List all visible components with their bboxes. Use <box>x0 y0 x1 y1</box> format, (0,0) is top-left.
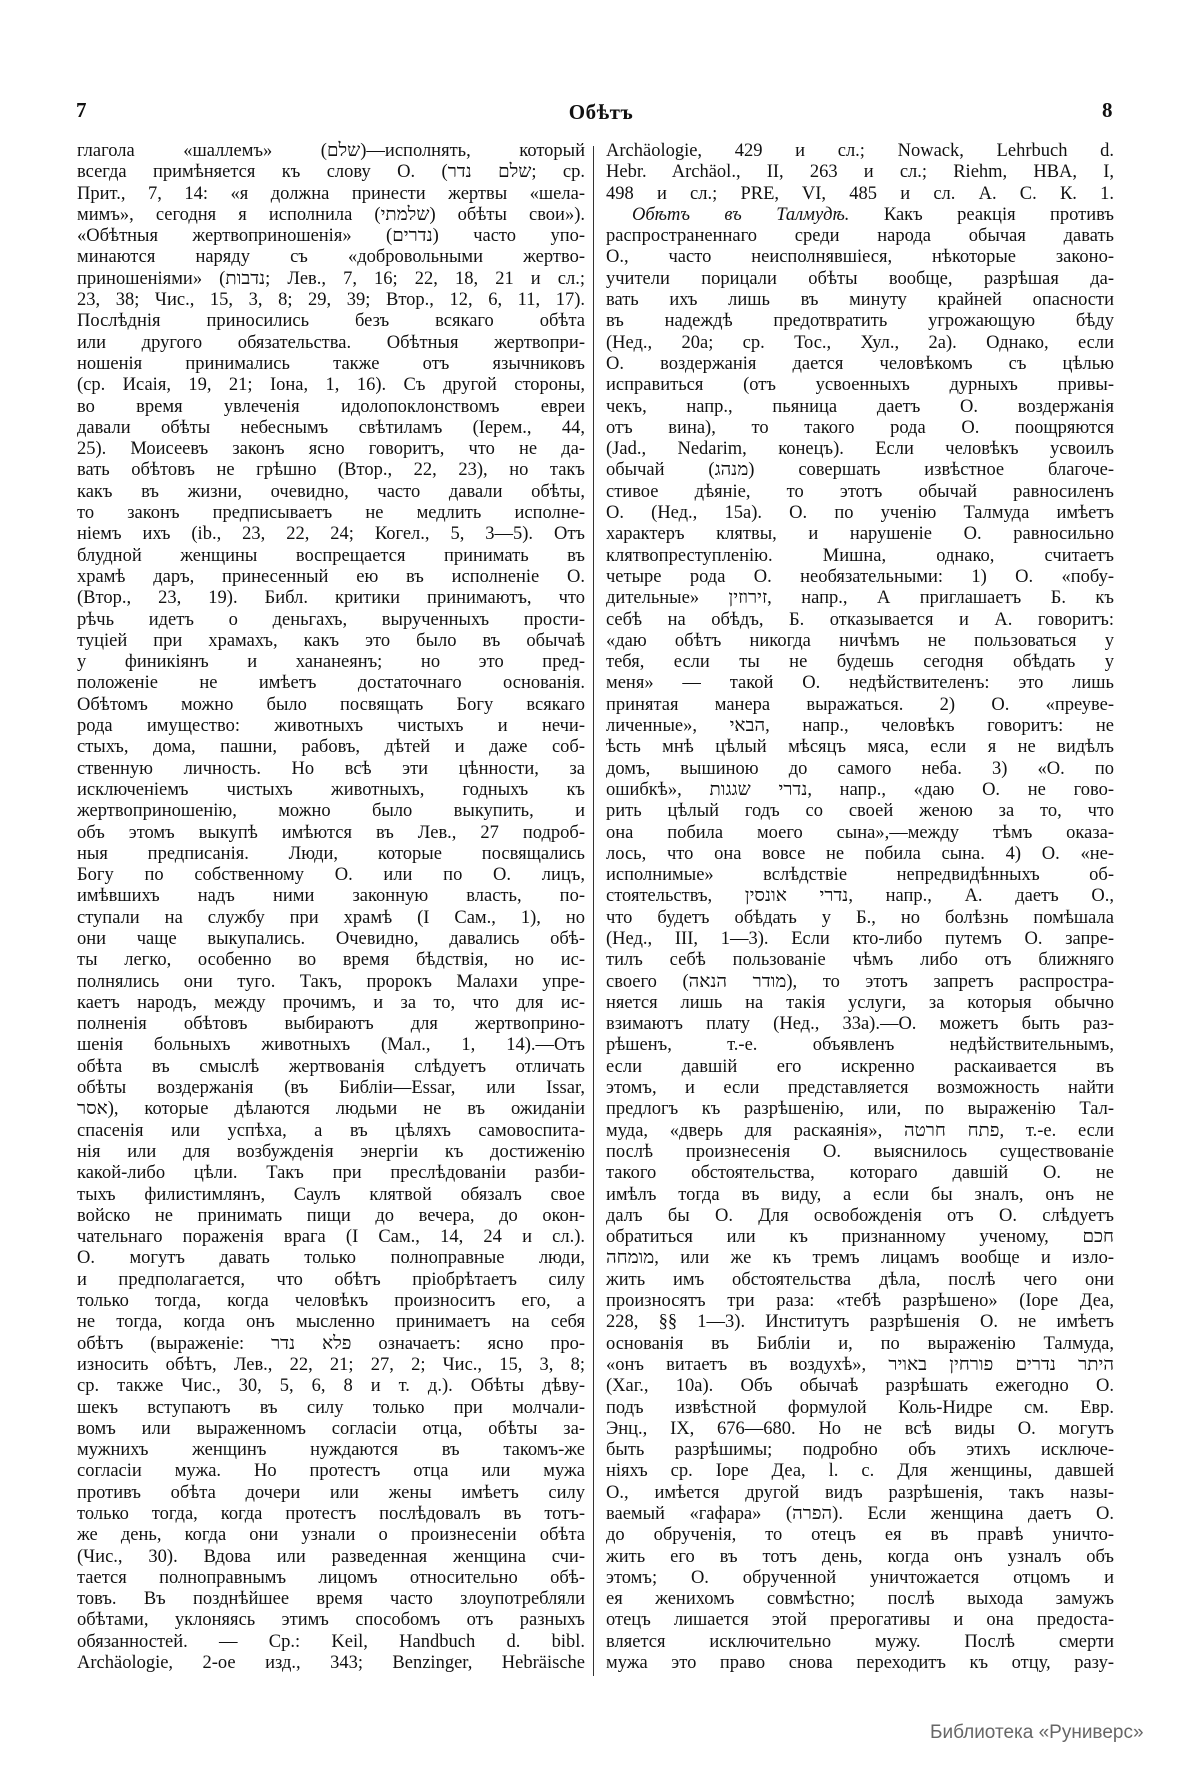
text-line <box>606 205 1114 226</box>
text-line: клятвопреступленію. Мишна, однако, считаетъ <box>606 545 1114 566</box>
text-line: во время увлеченія идолопоклонствомъ евреи <box>77 396 585 417</box>
text-line: אסר), которые дѣлаются людьми не въ ожиданіи <box>77 1099 585 1120</box>
text-line: товъ. Въ позднѣйшее время часто злоупотребляли <box>77 1589 585 1610</box>
text-line: мимъ», сегодня я исполнила (שלמתי) обѣты свои»). <box>77 204 585 225</box>
text-line: какъ въ жизни, очевидно, часто давали обѣты, <box>77 481 585 502</box>
text-line: всегда примѣняется къ слову О. (שלם נדר; ср. <box>77 162 585 183</box>
text-line: мужнихъ женщинъ нуждаются въ такомъ-же <box>77 1440 585 1461</box>
text-line: Энц., IX, 676—680. Но не всѣ виды О. могутъ <box>606 1418 1114 1439</box>
text-line: стивое дѣяніе, то этотъ обычай равносиленъ <box>606 481 1114 502</box>
text-line: если давшій его искренно раскаивается въ <box>606 1056 1114 1077</box>
text-line: войско не принимать пищи до вечера, до окон- <box>77 1205 585 1226</box>
text-line: произносятъ три раза: «тебѣ разрѣшено» (Іоре Деа, <box>606 1291 1114 1312</box>
text-line: ты легко, особенно во время бѣдствія, но ис- <box>77 950 585 971</box>
text-line: полнялись они туго. Такъ, пророкъ Малахи упре- <box>77 971 585 992</box>
text-line: отецъ лишается этой прерогативы и она предоста- <box>606 1610 1114 1631</box>
running-title: Обѣтъ <box>568 100 634 124</box>
text-line: обѣтами, уклоняясь этимъ способомъ отъ разныхъ <box>77 1610 585 1631</box>
text-line: полненія обѣтовъ выбираютъ для жертвоприно- <box>77 1014 585 1035</box>
text-line: личенные», הבאי, напр., человѣкъ говоритъ: не <box>606 716 1115 737</box>
text-line: себѣ на обѣдъ, Б. отказывается и А. говоритъ: <box>606 609 1114 630</box>
text-line: жить имъ обстоятельства дѣла, послѣ чего они <box>606 1269 1114 1290</box>
text-line: (Нед., III, 1—3). Если кто-либо путемъ О. запре- <box>606 928 1114 949</box>
text-line: обѣта въ смыслѣ жертвованія слѣдуетъ отличать <box>77 1056 585 1077</box>
section-heading: Обѣтъ въ Талмудѣ. <box>632 204 850 225</box>
text-line: спасенія или успѣха, а въ цѣляхъ самовоспита- <box>77 1120 585 1141</box>
text-line: и предполагается, что обѣтъ пріобрѣтаетъ силу <box>77 1269 585 1290</box>
text-line: ея женихомъ совмѣстно; послѣ выхода замужъ <box>606 1589 1114 1610</box>
text-line: ср. также Чис., 30, 5, 6, 8 и т. д.). Обѣты дѣву- <box>77 1376 585 1397</box>
text-line: далъ бы О. Для освобожденія отъ О. слѣдуетъ <box>606 1205 1114 1226</box>
text-line: мужа это право снова переходитъ къ отцу, разу- <box>606 1653 1114 1674</box>
text-line: муда, «дверь для раскаянія», פתח חרטה, т.-е. если <box>606 1120 1114 1141</box>
text-line: (Нед., 20а; ср. Тос., Хул., 2а). Однако, если <box>606 332 1114 353</box>
text-line: (Втор., 23, 19). Библ. критики принимаютъ, что <box>77 588 585 609</box>
text-line: какой-либо цѣли. Такъ при преслѣдованіи разби- <box>77 1163 585 1184</box>
text-line: ственную личность. Но всѣ эти цѣнности, за <box>77 758 585 779</box>
text-line: О., часто неисполнявшіеся, нѣкоторые законо- <box>606 247 1114 268</box>
text-line: вать ихъ лишь въ минуту крайней опасности <box>606 290 1114 311</box>
text-line: предлогъ къ разрѣшенію, или, по выраженію Тал- <box>606 1099 1114 1120</box>
text-line: (Jad., Nedarim, конецъ). Если человѣкъ усвоилъ <box>606 439 1114 460</box>
text-line: ношенія принимались также отъ язычниковъ <box>77 353 585 374</box>
text-line: принятая манера выражаться. 2) О. «преуве- <box>606 694 1114 715</box>
text-line: О., имѣется другой видъ разрѣшенія, такъ назы- <box>606 1482 1114 1503</box>
text-line: ошибкѣ», נדרי שגגות, напр., «даю О. не гово- <box>606 779 1114 800</box>
text-line: Archäologie, 429 и сл.; Nowack, Lehrbuch d. <box>606 141 1114 161</box>
text-line: тается полноправнымъ лицомъ относительно обѣ- <box>77 1567 585 1588</box>
text-line: тилъ себѣ пользованіе чѣмъ либо отъ ближняго <box>606 950 1114 971</box>
text-line: Обѣтомъ можно было посвящать Богу всякаго <box>77 694 585 715</box>
text-line: туціей при храмахъ, какъ это было въ обычаѣ <box>77 630 585 651</box>
text-line: отъ вина), то такого рода О. поощряются <box>606 417 1114 438</box>
text-line: (ср. Исаія, 19, 21; Іона, 1, 16). Съ другой стороны, <box>77 375 585 396</box>
text-line: чательнаго пораженія врага (I Сам., 14, 24 и сл.). <box>77 1227 585 1248</box>
text-line: Послѣднія приносились безъ всякаго обѣта <box>77 311 585 332</box>
text-line: основанія въ Библіи и, по выраженію Талмуда, <box>606 1333 1114 1354</box>
text-line: ныя предписанія. Люди, которые посвящались <box>77 843 585 864</box>
page-number-left: 7 <box>76 98 87 122</box>
text-line: своего (מודר הנאה), то этотъ запретъ распростра- <box>606 971 1115 992</box>
text-line: положеніе не имѣетъ достаточнаго основанія. <box>77 673 585 694</box>
text-line: же день, когда они узнали о произнесеніи обѣта <box>77 1525 585 1546</box>
text-line: согласіи мужа. Но протестъ отца или мужа <box>77 1461 585 1482</box>
text-line: обратиться или къ признанному ученому, חכם <box>606 1227 1114 1248</box>
text-line: стыхъ, дома, пашни, рабовъ, дѣтей и даже соб- <box>77 737 585 758</box>
text-line: шекъ вступаютъ въ силу только при молчали- <box>77 1397 585 1418</box>
text-line: מומחה, или же къ тремъ лицамъ вообще и изло- <box>606 1248 1114 1269</box>
text-line: лось, что она вовсе не побила сына. 4) О. «не- <box>606 843 1114 864</box>
page-number-right: 8 <box>1102 98 1113 122</box>
library-watermark: Библиотека «Руниверс» <box>930 1722 1144 1743</box>
text-line: они чаще выкупались. Очевидно, давались обѣ- <box>77 928 585 949</box>
text-line: жертвоприношенію, можно было выкупить, и <box>77 801 585 822</box>
text-line: только тогда, когда протестъ послѣдовалъ въ тотъ- <box>77 1504 585 1524</box>
text-line: только тогда, когда человѣкъ произноситъ его, а <box>77 1291 585 1312</box>
text-line: четыре рода О. необязательными: 1) О. «побу- <box>606 566 1114 587</box>
text-span: Какъ реакція противъ <box>849 204 1115 225</box>
text-line: рѣчь идетъ о деньгахъ, вырученныхъ прости- <box>77 609 585 630</box>
text-line: обычай (מנהג) совершать извѣстное благоче- <box>606 460 1114 481</box>
right-column <box>606 141 1114 1674</box>
text-line: жить его въ тотъ день, когда онъ узналъ объ <box>606 1546 1114 1567</box>
text-line: вать обѣтовъ не грѣшно (Втор., 22, 23), но такъ <box>77 460 585 481</box>
text-line: исключеніемъ чистыхъ животныхъ, годныхъ къ <box>77 779 585 800</box>
text-line: 228, §§ 1—3). Институтъ разрѣшенія О. не имѣетъ <box>606 1312 1114 1333</box>
text-line: О. (Нед., 15а). О. по ученію Талмуда имѣетъ <box>606 503 1114 524</box>
text-line: ступали на службу при храмѣ (I Сам., 1), но <box>77 907 585 928</box>
text-line: этомъ; О. обрученной уничтожается отцомъ и <box>606 1567 1114 1588</box>
text-line: (Чис., 30). Вдова или разведенная женщина счи- <box>77 1546 585 1567</box>
text-line: характеръ клятвы, и нарушеніе О. равносильно <box>606 524 1114 545</box>
text-line: учители порицали обѣты вообще, разрѣшая да- <box>606 268 1114 289</box>
text-line: каетъ народъ, между прочимъ, и за то, что для ис- <box>77 992 585 1013</box>
text-line: 25). Моисеевъ законъ ясно говоритъ, что не да- <box>77 439 585 460</box>
text-line: до обрученія, то отецъ ея въ правѣ уничто- <box>606 1525 1114 1546</box>
text-line: давали обѣты небеснымъ свѣтиламъ (Іерем., 44, <box>77 417 585 438</box>
text-line: ѣсть мнѣ цѣлый мѣсяцъ мяса, если я не видѣлъ <box>606 737 1114 758</box>
text-line: противъ обѣта дочери или жены имѣетъ силу <box>77 1482 585 1503</box>
text-line: или другого обязательства. Обѣтныя жертвопри- <box>77 332 585 353</box>
text-line: минаются наряду съ «добровольными жертво- <box>77 247 585 268</box>
text-line: глагола «шаллемъ» (שלם)—исполнять, который <box>77 141 585 161</box>
text-line: рѣшенъ, т.-е. объявленъ недѣйствительнымъ, <box>606 1035 1114 1056</box>
column-divider <box>593 146 594 1676</box>
text-line: О. могутъ давать только полноправные люди, <box>77 1248 585 1269</box>
text-line: шенія больныхъ животныхъ (Мал., 1, 14).—Отъ <box>77 1035 585 1056</box>
text-line: чекъ, напр., пьяница даетъ О. воздержанія <box>606 396 1114 417</box>
text-line: послѣ произнесенія О. выяснилось существованіе <box>606 1141 1114 1162</box>
text-line: исполнимые» вслѣдствіе непредвидѣнныхъ об- <box>606 865 1114 886</box>
text-line: приношеніями» (נדבות; Лев., 7, 16; 22, 18, 21 и сл.; <box>77 268 585 289</box>
text-line: тебя, если ты не будешь сегодня обѣдать у <box>606 652 1114 673</box>
text-line: 23, 38; Чис., 15, 3, 8; 29, 39; Втор., 12, 6, 11, 17). <box>77 290 585 311</box>
text-line: ваемый «гафара» (הפרה). Если женщина даетъ О. <box>606 1504 1114 1524</box>
text-line: она побила моего сына»,—между тѣмъ оказа- <box>606 822 1114 843</box>
text-line: «Обѣтныя жертвоприношенія» (נדרים) часто упо- <box>77 226 585 247</box>
text-line: «онъ витаетъ въ воздухѣ», היתר נדרים פורחין באויר <box>606 1354 1114 1375</box>
text-line: храмѣ даръ, принесенный ею въ исполненіе О. <box>77 566 585 587</box>
text-line: стоятельствъ, נדרי אונסין, напр., А. даетъ О., <box>606 886 1114 907</box>
text-line: этомъ, и если представляется возможность найти <box>606 1078 1114 1099</box>
text-line: дительные» זירוזין, напр., А приглашаетъ Б. къ <box>606 588 1114 609</box>
text-line: рить цѣлый годъ со своей женою за то, что <box>606 801 1114 822</box>
text-line: такого обстоятельства, котораго давшій О. не <box>606 1163 1114 1184</box>
text-line: домъ, вышиною до самого неба. 3) «О. по <box>606 758 1114 779</box>
text-line: то законъ предписываетъ не медлить исполне- <box>77 503 585 524</box>
text-line: блудной женщины воспрещается принимать въ <box>77 545 585 566</box>
text-line: (Хаг., 10а). Объ обычаѣ разрѣшать ежегодно О. <box>606 1376 1114 1397</box>
text-line: вляется исключительно мужу. Послѣ смерти <box>606 1631 1114 1652</box>
text-line: обѣтъ (выраженіе: פלא נדר означаетъ: ясно про- <box>77 1333 585 1354</box>
text-line: обѣты воздержанія (въ Библіи—Essar, или Issar, <box>77 1078 585 1099</box>
text-line: рода имущество: животныхъ чистыхъ и нечи- <box>77 716 585 737</box>
text-line: меня» — такой О. недѣйствителенъ: это лишь <box>606 673 1114 694</box>
text-line: ніемъ ихъ (ib., 23, 22, 24; Когел., 5, 3—5). Отъ <box>77 524 585 545</box>
text-line: не тогда, когда онъ мысленно принимаетъ на себя <box>77 1312 585 1333</box>
text-line: няется лишь на такія услуги, за которыя обычно <box>606 992 1114 1013</box>
text-line: у финикіянъ и хананеянъ; но это пред- <box>77 652 585 673</box>
text-line: износить обѣтъ, Лев., 22, 21; 27, 2; Чис., 15, 3, 8; <box>77 1354 585 1375</box>
text-line: имѣвшихъ надъ ними законную власть, по- <box>77 886 585 907</box>
text-line: объ этомъ выкупѣ имѣются въ Лев., 27 подроб- <box>77 822 585 843</box>
text-line: О. воздержанія дается человѣкомъ съ цѣлью <box>606 353 1114 374</box>
text-line: вомъ или выраженномъ согласіи отца, обѣты за- <box>77 1418 585 1439</box>
text-line: исправиться (отъ усвоенныхъ дурныхъ привы- <box>606 375 1114 396</box>
text-line: нія или для возбужденія энергіи къ достиженію <box>77 1141 585 1162</box>
text-line: тыхъ филистимлянъ, Саулъ клятвой обязалъ свое <box>77 1184 585 1205</box>
text-line: Archäologie, 2-ое изд., 343; Benzinger, Hebräische <box>77 1653 585 1674</box>
left-column <box>77 141 585 1674</box>
text-line: въ надеждѣ предотвратить угрожающую бѣду <box>606 311 1114 332</box>
text-line: распространеннаго среди народа обычая давать <box>606 226 1114 247</box>
text-line: что будетъ обѣдать у Б., но болѣзнь помѣшала <box>606 907 1114 928</box>
text-line: подъ извѣстной формулой Коль-Нидре см. Евр. <box>606 1397 1114 1418</box>
text-line: имѣлъ тогда въ виду, а если бы зналъ, онъ не <box>606 1184 1114 1205</box>
text-line: ніяхъ ср. Іоре Деа, l. c. Для женщины, давшей <box>606 1461 1114 1482</box>
text-line: Богу по собственному О. или по О. лицъ, <box>77 865 585 886</box>
text-line: Hebr. Archäol., II, 263 и сл.; Riehm, HBA, I, <box>606 162 1114 183</box>
text-line: обязанностей. — Ср.: Keil, Handbuch d. bibl. <box>77 1631 585 1652</box>
text-line: взимаютъ плату (Нед., 33а).—О. можетъ быть раз- <box>606 1014 1114 1035</box>
text-line: «даю обѣтъ никогда ничѣмъ не пользоваться у <box>606 630 1114 651</box>
text-line: быть разрѣшимы; подробно объ этихъ исключе- <box>606 1440 1114 1461</box>
text-line: Прит., 7, 14: «я должна принести жертвы «шела- <box>77 183 585 204</box>
text-line: 498 и сл.; PRE, VI, 485 и сл. А. С. К. 1. <box>606 183 1114 204</box>
